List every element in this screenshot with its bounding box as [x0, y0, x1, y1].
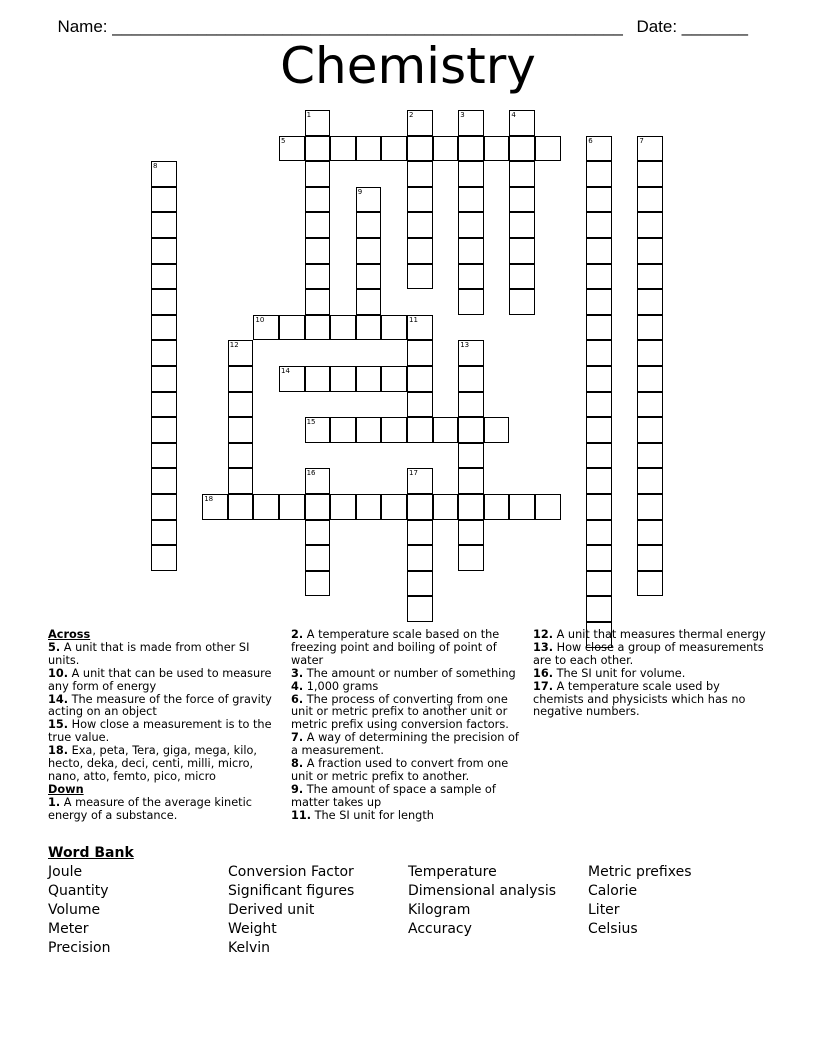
crossword-cell[interactable] [535, 494, 561, 520]
crossword-cell[interactable] [586, 468, 612, 494]
crossword-cell[interactable] [151, 238, 177, 264]
crossword-cell[interactable] [586, 136, 612, 162]
word-bank-item: Calorie [588, 883, 638, 899]
crossword-cell[interactable] [509, 161, 535, 187]
crossword-cell[interactable] [586, 494, 612, 520]
crossword-cell[interactable] [356, 494, 382, 520]
crossword-cell[interactable] [586, 340, 612, 366]
clue-number: 13 [460, 341, 470, 350]
word-bank-column-1 [48, 863, 110, 958]
crossword-cell[interactable] [305, 315, 331, 341]
word-bank-item: Significant figures [228, 883, 355, 899]
word-bank-item: Conversion Factor [228, 864, 354, 880]
clue-item [48, 797, 278, 823]
crossword-cell[interactable] [637, 264, 663, 290]
crossword-cell[interactable] [151, 187, 177, 213]
clue-item [48, 719, 278, 745]
crossword-cell[interactable] [305, 468, 331, 494]
clue-item-text: The measure of the force of gravity acting on an object [48, 692, 272, 719]
clue-item-number: 12. [533, 628, 554, 641]
crossword-cell[interactable] [637, 212, 663, 238]
crossword-cell[interactable] [637, 571, 663, 597]
crossword-cell[interactable] [305, 289, 331, 315]
clue-number: 14 [281, 367, 290, 375]
crossword-cell[interactable] [381, 494, 407, 520]
crossword-cell[interactable] [228, 392, 254, 418]
word-bank-item: Derived unit [228, 902, 315, 918]
crossword-cell[interactable] [433, 136, 459, 162]
clue-item [291, 784, 523, 810]
crossword-cell[interactable] [356, 366, 382, 392]
crossword-cell[interactable] [637, 238, 663, 264]
clue-item [48, 642, 278, 668]
clue-item [291, 810, 523, 823]
crossword-cell[interactable] [407, 340, 433, 366]
crossword-cell[interactable] [586, 212, 612, 238]
crossword-cell[interactable] [279, 494, 305, 520]
clue-item [48, 745, 278, 784]
crossword-cell[interactable] [305, 417, 331, 443]
crossword-cell[interactable] [305, 494, 331, 520]
crossword-cell[interactable] [586, 520, 612, 546]
crossword-cell[interactable] [637, 366, 663, 392]
clue-item-text: A unit that is made from other SI units. [48, 640, 250, 667]
crossword-cell[interactable] [586, 545, 612, 571]
crossword-cell[interactable] [509, 264, 535, 290]
crossword-cell[interactable] [586, 315, 612, 341]
crossword-cell[interactable] [330, 417, 356, 443]
crossword-cell[interactable] [458, 545, 484, 571]
word-bank-item: Celsius [588, 921, 638, 937]
clue-item-number: 8. [291, 757, 304, 771]
crossword-cell[interactable] [356, 238, 382, 264]
clue-item-text: A measure of the average kinetic energy of a substance. [48, 795, 252, 822]
crossword-cell[interactable] [509, 212, 535, 238]
clue-heading: Down [48, 782, 84, 796]
crossword-cell[interactable] [228, 443, 254, 469]
crossword-cell[interactable] [458, 212, 484, 238]
crossword-cell[interactable] [228, 494, 254, 520]
clue-number: 1 [306, 111, 312, 119]
clues-column-3 [533, 629, 769, 719]
crossword-cell[interactable] [407, 571, 433, 597]
word-bank-item: Liter [588, 902, 620, 918]
clue-item [48, 694, 278, 720]
crossword-cell[interactable] [202, 494, 228, 520]
clue-item-number: 10. [48, 666, 69, 680]
clue-item-text: The amount of space a sample of matter takes up [291, 782, 496, 809]
crossword-cell[interactable] [407, 315, 433, 341]
crossword-cell[interactable] [458, 340, 484, 366]
crossword-cell[interactable] [586, 289, 612, 315]
crossword-cell[interactable] [407, 545, 433, 571]
crossword-cell[interactable] [433, 494, 459, 520]
crossword-cell[interactable] [305, 238, 331, 264]
crossword-cell[interactable] [305, 187, 331, 213]
crossword-cell[interactable] [228, 366, 254, 392]
crossword-cell[interactable] [330, 366, 356, 392]
crossword-cell[interactable] [586, 392, 612, 418]
word-bank-item: Dimensional analysis [408, 883, 557, 899]
crossword-cell[interactable] [151, 264, 177, 290]
crossword-cell[interactable] [151, 545, 177, 571]
crossword-cell[interactable] [228, 417, 254, 443]
crossword-cell[interactable] [458, 417, 484, 443]
word-bank-item: Temperature [408, 864, 497, 880]
crossword-cell[interactable] [509, 187, 535, 213]
crossword-cell[interactable] [151, 366, 177, 392]
crossword-cell[interactable] [586, 571, 612, 597]
clue-number: 9 [357, 187, 363, 196]
crossword-cell[interactable] [356, 136, 382, 162]
crossword-cell[interactable] [151, 340, 177, 366]
crossword-cell[interactable] [305, 136, 331, 162]
clue-item [48, 668, 278, 694]
crossword-cell[interactable] [407, 366, 433, 392]
word-bank-item: Volume [48, 902, 101, 918]
clue-number: 6 [588, 136, 593, 145]
crossword-cell[interactable] [637, 494, 663, 520]
clue-number: 11 [409, 315, 418, 324]
crossword-cell[interactable] [407, 238, 433, 264]
crossword-cell[interactable] [407, 392, 433, 418]
crossword-cell[interactable] [407, 417, 433, 443]
crossword-cell[interactable] [356, 264, 382, 290]
crossword-cell[interactable] [458, 443, 484, 469]
clue-number: 16 [306, 469, 316, 478]
crossword-cell[interactable] [356, 417, 382, 443]
crossword-cell[interactable] [509, 289, 535, 315]
crossword-cell[interactable] [407, 264, 433, 290]
word-bank-item: Kelvin [228, 940, 271, 956]
crossword-cell[interactable] [407, 212, 433, 238]
crossword-cell[interactable] [228, 468, 254, 494]
crossword-cell[interactable] [407, 596, 433, 622]
crossword-cell[interactable] [458, 264, 484, 290]
clue-item-number: 5. [48, 640, 61, 654]
crossword-cell[interactable] [305, 545, 331, 571]
crossword-cell[interactable] [279, 366, 305, 392]
crossword-cell[interactable] [586, 238, 612, 264]
clue-item-text: Exa, peta, Tera, giga, mega, kilo, hecto, deka, deci, centi, milli, micro, nano, atto, femto, pico, micro [48, 744, 258, 783]
crossword-cell[interactable] [458, 161, 484, 187]
crossword-cell[interactable] [151, 520, 177, 546]
crossword-cell[interactable] [458, 110, 484, 136]
word-bank-item: Weight [228, 921, 277, 937]
clue-item-number: 4. [291, 679, 304, 693]
crossword-cell[interactable] [356, 289, 382, 315]
crossword-cell[interactable] [586, 161, 612, 187]
word-bank-item: Kilogram [408, 902, 471, 918]
clue-number: 7 [639, 136, 644, 145]
crossword-cell[interactable] [637, 392, 663, 418]
clue-item-text: The SI unit for length [311, 808, 434, 822]
word-bank-column-3 [408, 863, 556, 939]
clue-item-text: 1,000 grams [303, 679, 379, 693]
crossword-cell[interactable] [356, 212, 382, 238]
crossword-cell[interactable] [330, 315, 356, 341]
crossword-cell[interactable] [586, 443, 612, 469]
crossword-cell[interactable] [637, 289, 663, 315]
crossword-cell[interactable] [484, 136, 510, 162]
crossword-cell[interactable] [458, 187, 484, 213]
crossword-cell[interactable] [381, 366, 407, 392]
crossword-cell[interactable] [586, 596, 612, 622]
crossword-cell[interactable] [330, 494, 356, 520]
crossword-cell[interactable] [509, 238, 535, 264]
crossword-cell[interactable] [407, 161, 433, 187]
word-bank-item: Metric prefixes [588, 864, 692, 880]
clue-number: 8 [153, 162, 158, 171]
clue-item [291, 629, 523, 668]
clue-item-number: 16. [533, 666, 554, 680]
crossword-cell[interactable] [407, 520, 433, 546]
clue-item-text: The SI unit for volume. [553, 666, 686, 680]
crossword-cell[interactable] [586, 187, 612, 213]
crossword-cell[interactable] [305, 520, 331, 546]
word-bank-item: Meter [48, 921, 89, 937]
crossword-cell[interactable] [407, 468, 433, 494]
crossword-cell[interactable] [458, 392, 484, 418]
clue-item-text: A unit that can be used to measure any form of energy [48, 666, 272, 693]
crossword-cell[interactable] [305, 571, 331, 597]
word-bank-item: Quantity [48, 883, 109, 899]
crossword-cell[interactable] [484, 494, 510, 520]
clue-item-number: 17. [533, 679, 554, 693]
crossword-cell[interactable] [586, 417, 612, 443]
crossword-cell[interactable] [228, 340, 254, 366]
clues-column-2 [291, 629, 523, 823]
clue-item [291, 758, 523, 784]
crossword-cell[interactable] [407, 136, 433, 162]
word-bank-column-2 [228, 863, 354, 958]
crossword-cell[interactable] [586, 366, 612, 392]
clue-item-text: The amount or number of something [303, 666, 516, 680]
crossword-cell[interactable] [356, 187, 382, 213]
crossword-cell[interactable] [381, 315, 407, 341]
clue-item [291, 694, 523, 733]
crossword-cell[interactable] [151, 212, 177, 238]
crossword-cell[interactable] [458, 238, 484, 264]
clue-number: 17 [409, 469, 418, 478]
clue-item-text: The process of converting from one unit or metric prefix to another unit or metric prefix using conversion factors. [291, 692, 509, 732]
date-field-label: Date: _______ [636, 17, 748, 36]
crossword-cell[interactable] [637, 161, 663, 187]
crossword-cell[interactable] [509, 494, 535, 520]
clue-item-text: How close a measurement is to the true value. [48, 718, 272, 745]
crossword-cell[interactable] [381, 417, 407, 443]
crossword-cell[interactable] [151, 417, 177, 443]
crossword-cell[interactable] [458, 494, 484, 520]
crossword-cell[interactable] [279, 136, 305, 162]
clue-number: 18 [204, 495, 214, 503]
clues-column-1 [48, 629, 278, 823]
crossword-cell[interactable] [305, 161, 331, 187]
clue-item-number: 2. [291, 628, 304, 641]
word-bank-item: Joule [48, 864, 83, 880]
crossword-cell[interactable] [637, 187, 663, 213]
crossword-cell[interactable] [151, 468, 177, 494]
crossword-cell[interactable] [151, 289, 177, 315]
clue-item-text: How close a group of measurements are to each other. [533, 640, 764, 667]
crossword-cell[interactable] [253, 315, 279, 341]
word-bank-title: Word Bank [48, 845, 134, 861]
crossword-cell[interactable] [586, 264, 612, 290]
crossword-cell[interactable] [458, 520, 484, 546]
crossword-cell[interactable] [305, 212, 331, 238]
crossword-cell[interactable] [305, 110, 331, 136]
crossword-cell[interactable] [458, 136, 484, 162]
clue-item-text: A fraction used to convert from one unit or metric prefix to another. [291, 757, 509, 783]
crossword-cell[interactable] [535, 136, 561, 162]
crossword-cell[interactable] [305, 366, 331, 392]
clue-item-number: 3. [291, 666, 304, 680]
clue-item-text: A temperature scale based on the freezing point and boiling of point of water [291, 628, 500, 667]
crossword-cell[interactable] [458, 366, 484, 392]
crossword-cell[interactable] [637, 340, 663, 366]
page-title: Chemistry [280, 37, 536, 95]
clue-heading: Across [48, 628, 91, 641]
crossword-cell[interactable] [484, 417, 510, 443]
crossword-cell[interactable] [151, 494, 177, 520]
crossword-cell[interactable] [151, 315, 177, 341]
clue-item-text: A unit that measures thermal energy [553, 628, 766, 641]
clue-number: 4 [511, 111, 516, 119]
crossword-cell[interactable] [637, 468, 663, 494]
crossword-cell[interactable] [509, 110, 535, 136]
clue-number: 3 [460, 111, 465, 119]
clue-item-number: 9. [291, 782, 304, 796]
crossword-cell[interactable] [637, 136, 663, 162]
clue-number: 15 [306, 418, 316, 427]
crossword-cell[interactable] [253, 494, 279, 520]
clue-item-number: 1. [48, 795, 61, 809]
clue-item-number: 15. [48, 718, 69, 732]
crossword-cell[interactable] [151, 161, 177, 187]
crossword-cell[interactable] [151, 392, 177, 418]
word-bank-item: Precision [48, 940, 111, 956]
crossword-cell[interactable] [151, 443, 177, 469]
crossword-cell[interactable] [458, 289, 484, 315]
clue-item-number: 7. [291, 731, 304, 745]
crossword-cell[interactable] [279, 315, 305, 341]
crossword-cell[interactable] [509, 136, 535, 162]
crossword-cell[interactable] [433, 417, 459, 443]
clue-item-number: 18. [48, 744, 69, 758]
crossword-cell[interactable] [407, 110, 433, 136]
crossword-cell[interactable] [305, 264, 331, 290]
crossword-cell[interactable] [637, 443, 663, 469]
word-bank-item: Accuracy [408, 921, 472, 937]
crossword-cell[interactable] [458, 468, 484, 494]
crossword-cell[interactable] [381, 136, 407, 162]
crossword-cell[interactable] [356, 315, 382, 341]
clue-item-number: 14. [48, 692, 69, 706]
clue-item [533, 642, 769, 668]
clue-item-number: 13. [533, 640, 554, 654]
crossword-cell[interactable] [637, 520, 663, 546]
clue-number: 5 [281, 136, 286, 145]
clue-item-text: A temperature scale used by chemists and physicists which has no negative numbers. [533, 679, 746, 719]
crossword-cell[interactable] [637, 315, 663, 341]
clue-number: 10 [255, 315, 265, 324]
word-bank-column-4 [588, 863, 692, 939]
clue-item-text: A way of determining the precision of a measurement. [291, 731, 519, 758]
clue-item-number: 11. [291, 808, 312, 822]
clue-number: 12 [229, 341, 239, 350]
crossword-cell[interactable] [407, 187, 433, 213]
crossword-cell[interactable] [637, 417, 663, 443]
clue-item [291, 732, 523, 758]
crossword-cell[interactable] [330, 136, 356, 162]
clue-item [533, 681, 769, 720]
clue-number: 2 [409, 111, 414, 119]
clue-item-number: 6. [291, 692, 304, 706]
name-field-label: Name: ______________________________________________________ [57, 17, 623, 36]
crossword-cell[interactable] [407, 494, 433, 520]
crossword-cell[interactable] [637, 545, 663, 571]
